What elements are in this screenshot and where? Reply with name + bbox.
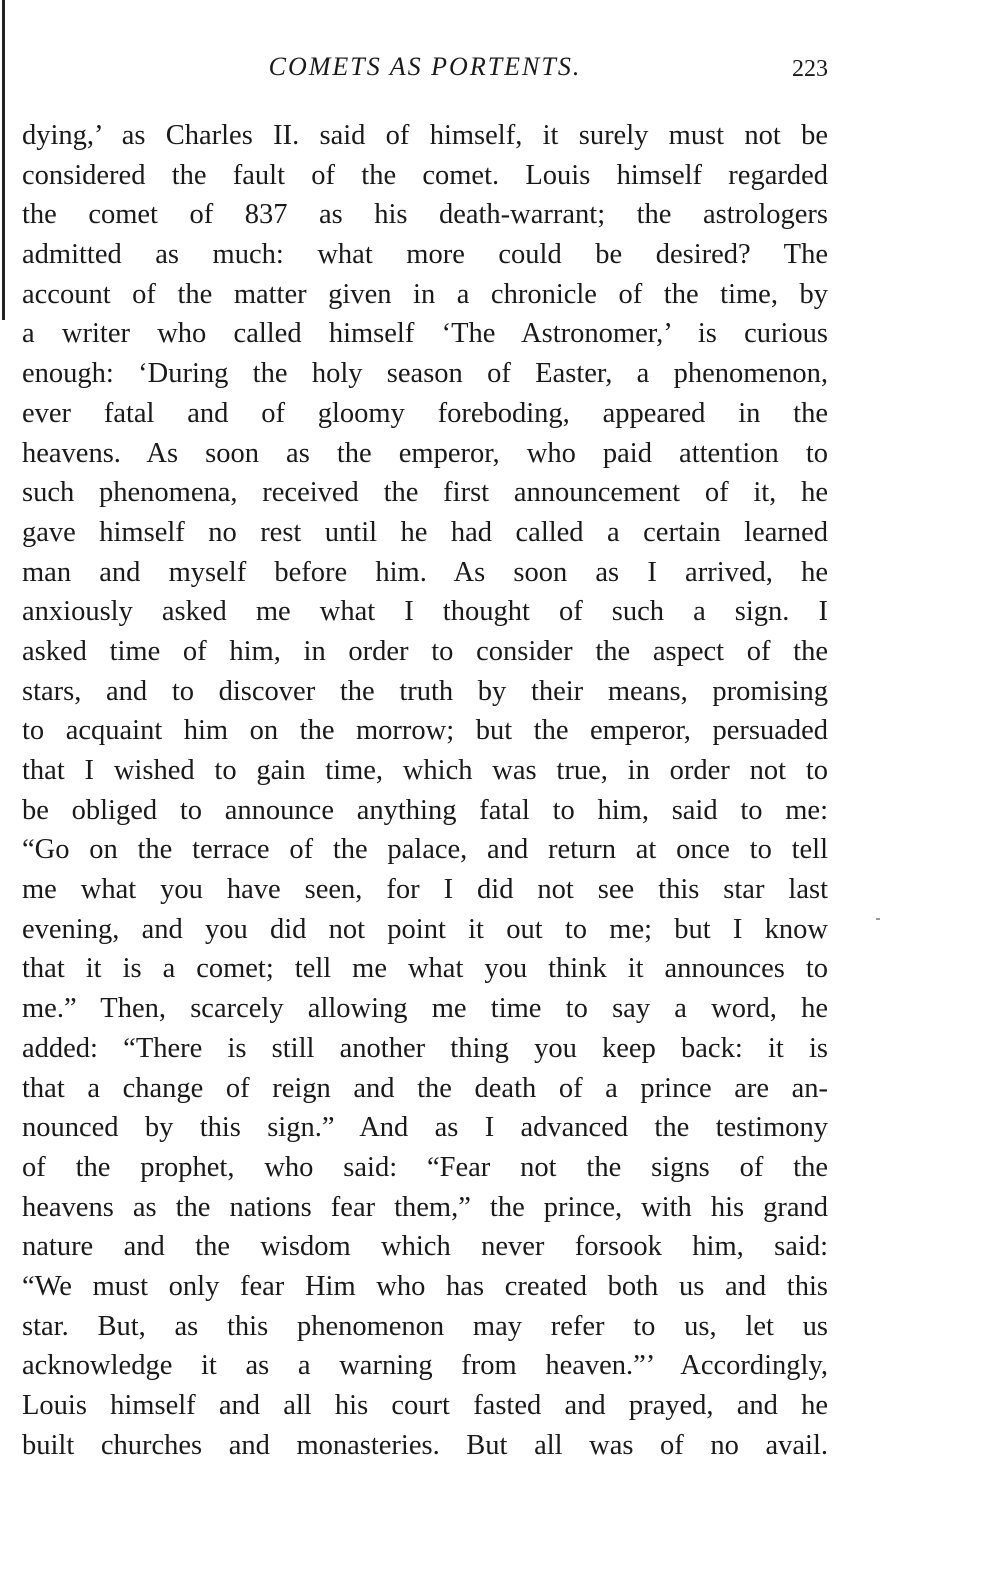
text-line: heavens as the nations fear them,” the prince, with his grand [22, 1191, 828, 1223]
text-line: asked time of him, in order to consider the aspect of the [22, 635, 828, 667]
text-line: me what you have seen, for I did not see this star last [22, 874, 828, 906]
text-line: nature and the wisdom which never forsook him, said: [22, 1231, 828, 1263]
paper-speck [876, 918, 880, 920]
text-line: that it is a comet; tell me what you think it announces to [22, 953, 828, 985]
text-line: to acquaint him on the morrow; but the emperor, persuaded [22, 715, 828, 747]
text-line: Louis himself and all his court fasted and prayed, and he [22, 1390, 828, 1421]
page-edge-rule [2, 0, 5, 320]
text-line: stars, and to discover the truth by their means, promising [22, 675, 828, 707]
text-line: evening, and you did not point it out to me; but I know [22, 913, 828, 945]
text-line: the comet of 837 as his death-warrant; the astrologers [22, 199, 828, 231]
body-text [22, 116, 828, 1465]
text-line: added: “There is still another thing you keep back: it is [22, 1032, 828, 1064]
page-number: 223 [792, 56, 828, 82]
text-line: me.” Then, scarcely allowing me time to say a word, he [22, 993, 828, 1025]
text-line: be obliged to announce anything fatal to him, said to me: [22, 794, 828, 826]
running-title: COMETS AS PORTENTS. [268, 52, 582, 81]
text-line: nounced by this sign.” And as I advanced the testimony [22, 1112, 828, 1144]
text-line: admitted as much: what more could be desired? The [22, 239, 828, 271]
text-line: anxiously asked me what I thought of such a sign. I [22, 596, 828, 628]
text-line: considered the fault of the comet. Louis himself regarded [22, 159, 828, 191]
text-line: that I wished to gain time, which was true, in order not to [22, 755, 828, 786]
text-line: such phenomena, received the first announcement of it, he [22, 477, 828, 509]
text-line: gave himself no rest until he had called a certain learned [22, 516, 828, 548]
running-head [22, 50, 828, 90]
text-line: of the prophet, who said: “Fear not the signs of the [22, 1151, 828, 1183]
text-line: acknowledge it as a warning from heaven.”’ Accordingly, [22, 1350, 828, 1382]
text-line: built churches and monasteries. But all was of no avail. [22, 1429, 828, 1461]
text-line: a writer who called himself ‘The Astronomer,’ is curious [22, 318, 828, 350]
text-line: “Go on the terrace of the palace, and return at once to tell [22, 834, 828, 866]
text-line: “We must only fear Him who has created both us and this [22, 1270, 828, 1302]
text-line: man and myself before him. As soon as I arrived, he [22, 556, 828, 588]
text-line: heavens. As soon as the emperor, who paid attention to [22, 437, 828, 469]
text-line: ever fatal and of gloomy foreboding, appeared in the [22, 397, 828, 429]
text-line: star. But, as this phenomenon may refer to us, let us [22, 1310, 828, 1342]
text-line: enough: ‘During the holy season of Easter, a phenomenon, [22, 358, 828, 390]
text-line: dying,’ as Charles II. said of himself, it surely must not be [22, 120, 828, 151]
text-line: account of the matter given in a chronicle of the time, by [22, 278, 828, 310]
text-line: that a change of reign and the death of a prince are an- [22, 1072, 828, 1104]
